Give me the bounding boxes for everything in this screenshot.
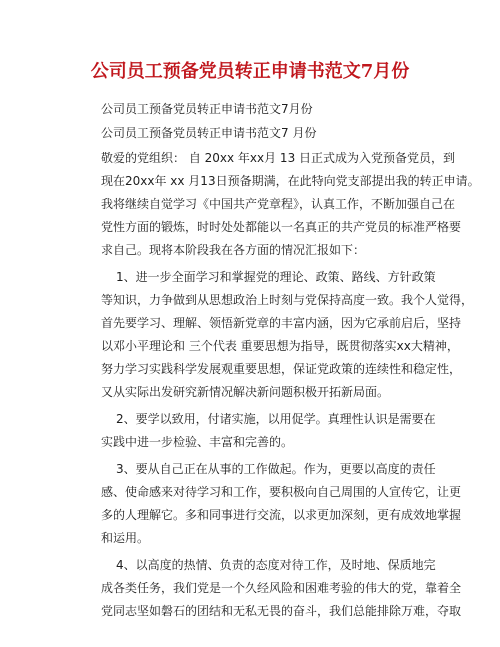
document-line: 等知识，力争做到从思想政治上时刻与党保持高度一致。我个人觉得， — [101, 293, 474, 307]
document-line: 实践中进一步检验、丰富和完善的。 — [101, 435, 294, 449]
document-line: 感、使命感来对待学习和工作，要积极向自己周围的人宣传它，让更 — [101, 485, 462, 499]
document-line: 3、要从自己正在从事的工作做起。作为，更要以高度的责任 — [116, 462, 436, 476]
document-line: 努力学习实践科学发展观重要思想，保证党政策的连续性和稳定性， — [101, 362, 462, 376]
document-line: 2、要学以致用，付诸实施，以用促学。真理性认识是需要在 — [116, 412, 436, 426]
document-line: 成各类任务，我们党是一个久经风险和困难考验的伟大的党，靠着全 — [101, 581, 462, 595]
document-line: 求自己。现将本阶段我在各方面的情况汇报如下： — [101, 243, 366, 257]
document-line: 1、进一步全面学习和掌握党的理论、政策、路线、方针政策 — [116, 270, 436, 284]
document-title: 公司员工预备党员转正申请书范文7月份 — [90, 61, 410, 82]
document-line: 现在20xx年 xx 月13日预备期满，在此特向党支部提出我的转正申请。 — [101, 174, 480, 188]
document-line: 公司员工预备党员转正申请书范文7月份 — [101, 102, 313, 116]
document-line: 党性方面的锻炼，时时处处都能以一名真正的共产党员的标准严格要 — [101, 220, 462, 234]
document-line: 多的人理解它。多和同事进行交流，以求更加深刻，更有成效地掌握 — [101, 508, 462, 522]
document-line: 公司员工预备党员转正申请书范文7 月份 — [101, 126, 317, 140]
document-line: 敬爱的党组织： 自 20xx 年xx月 13 日正式成为入党预备党员，到 — [101, 151, 456, 165]
document-line: 我将继续自觉学习《中国共产党章程》，认真工作，不断加强自己在 — [101, 197, 456, 211]
document-line: 首先要学习、理解、领悟新党章的丰富内涵，因为它承前启后，坚持 — [101, 316, 462, 330]
document-line: 4、以高度的热情、负责的态度对待工作，及时地、保质地完 — [116, 558, 436, 572]
document-line: 党同志坚如磐石的团结和无私无畏的奋斗，我们总能排除万难，夺取 — [101, 604, 462, 618]
document-line: 以邓小平理论和 三个代表 重要思想为指导，既贯彻落实xx大精神， — [101, 339, 459, 353]
document-line: 又从实际出发研究新情况解决新问题积极开拓新局面。 — [101, 385, 390, 399]
document-line: 和运用。 — [101, 531, 150, 545]
